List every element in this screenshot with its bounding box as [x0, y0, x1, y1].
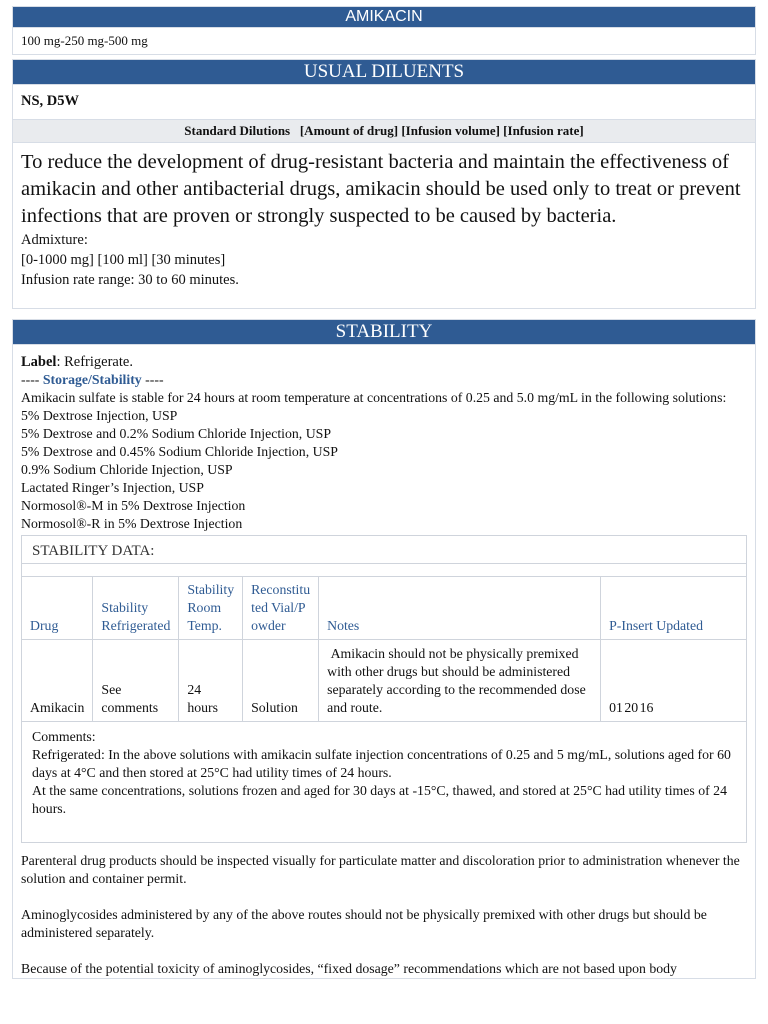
stability-data-box [21, 535, 747, 843]
storage-suffix: ---- [141, 372, 164, 387]
admixture-line-1: Admixture: [21, 232, 88, 248]
standard-dilutions-text: Standard Dilutions [Amount of drug] [Infusion volume] [Infusion rate] [184, 123, 584, 138]
stability-title: STABILITY [335, 321, 433, 342]
stability-table [22, 576, 746, 722]
paragraph-inspection: Parenteral drug products should be inspected visually for particulate matter and discoloration prior to administration whenever the solution and container permit. [21, 853, 740, 886]
solution-item: Normosol®-R in 5% Dextrose Injection [21, 516, 243, 531]
solution-item: 5% Dextrose and 0.45% Sodium Chloride Injection, USP [21, 444, 338, 459]
comment-refrigerated: Refrigerated: In the above solutions with amikacin sulfate injection concentrations of 0.25 and 5 mg/mL, solutions aged for 60 days at 4°C and then stored at 25°C had utility times of 24 hours. [32, 747, 731, 780]
diluents: NS, D5W [21, 93, 80, 109]
stability-title-bar [12, 319, 756, 345]
solution-item: Lactated Ringer’s Injection, USP [21, 480, 204, 495]
cell-stability-room-temp: 24 hours [179, 640, 243, 722]
solution-item: Normosol®-M in 5% Dextrose Injection [21, 498, 246, 513]
monograph [12, 6, 756, 979]
standard-dilutions-header [12, 120, 756, 143]
strengths-row [12, 28, 756, 55]
cell-notes: Amikacin should not be physically premixed with other drugs but should be administered separately according to the recommended dose and route. [319, 640, 601, 722]
cell-stability-refrigerated: See comments [93, 640, 179, 722]
spacer [22, 564, 746, 576]
paragraph-toxicity: Because of the potential toxicity of aminoglycosides, “fixed dosage” recommendations which are not based upon body [21, 961, 677, 976]
diluents-title: USUAL DILUENTS [303, 61, 465, 82]
table-row [22, 640, 746, 722]
solution-item: 5% Dextrose and 0.2% Sodium Chloride Injection, USP [21, 426, 332, 441]
stability-intro: Amikacin sulfate is stable for 24 hours at room temperature at concentrations of 0.25 and 5.0 mg/mL in the following solutions: [21, 390, 727, 405]
paragraph-premix: Aminoglycosides administered by any of the above routes should not be physically premixed with other drugs but should be administered separately. [21, 907, 707, 940]
col-drug: Drug [22, 577, 93, 640]
label-line [21, 353, 747, 371]
solution-item: 5% Dextrose Injection, USP [21, 408, 178, 423]
label-key: Label [21, 354, 57, 370]
diluents-title-bar [12, 59, 756, 85]
comment-frozen: At the same concentrations, solutions frozen and aged for 30 days at -15°C, thawed, and stored at 25°C had utility times of 24 hours. [32, 783, 727, 816]
admixture-line-2: [0-1000 mg] [100 ml] [30 minutes] [21, 252, 226, 268]
col-notes: Notes [319, 577, 601, 640]
col-p-insert-updated: P-Insert Updated [601, 577, 746, 640]
admixture-line-3: Infusion rate range: 30 to 60 minutes. [21, 272, 239, 288]
comments-block [22, 722, 746, 842]
label-value: : Refrigerate. [56, 354, 133, 370]
col-reconstituted: Reconstituted Vial/Powder [243, 577, 319, 640]
lead-text: To reduce the development of drug-resistant bacteria and maintain the effectiveness of amikacin and other antibacterial drugs, amikacin should be used only to treat or prevent infections that are proven or strongly suspected to be caused by bacteria. [21, 151, 741, 227]
drug-title-bar [12, 6, 756, 28]
col-stability-refrigerated: Stability Refrigerated [93, 577, 179, 640]
spacer [32, 818, 736, 832]
stability-body [12, 345, 756, 979]
col-stability-room-temp: Stability Room Temp. [179, 577, 243, 640]
table-header-row [22, 577, 746, 640]
cell-p-insert-updated: 01 20 16 [601, 640, 746, 722]
drug-title: AMIKACIN [345, 8, 423, 25]
storage-stability-link[interactable]: Storage/Stability [42, 372, 142, 387]
solution-item: 0.9% Sodium Chloride Injection, USP [21, 462, 233, 477]
dilution-text-block [12, 143, 756, 309]
cell-drug: Amikacin [22, 640, 93, 722]
diluents-row [12, 85, 756, 120]
cell-reconstituted: Solution [243, 640, 319, 722]
storage-line [21, 371, 747, 389]
comments-label: Comments: [32, 729, 96, 744]
strengths: 100 mg-250 mg-500 mg [21, 33, 148, 48]
stability-data-title: STABILITY DATA: [22, 536, 746, 564]
storage-prefix: ---- [21, 372, 43, 387]
